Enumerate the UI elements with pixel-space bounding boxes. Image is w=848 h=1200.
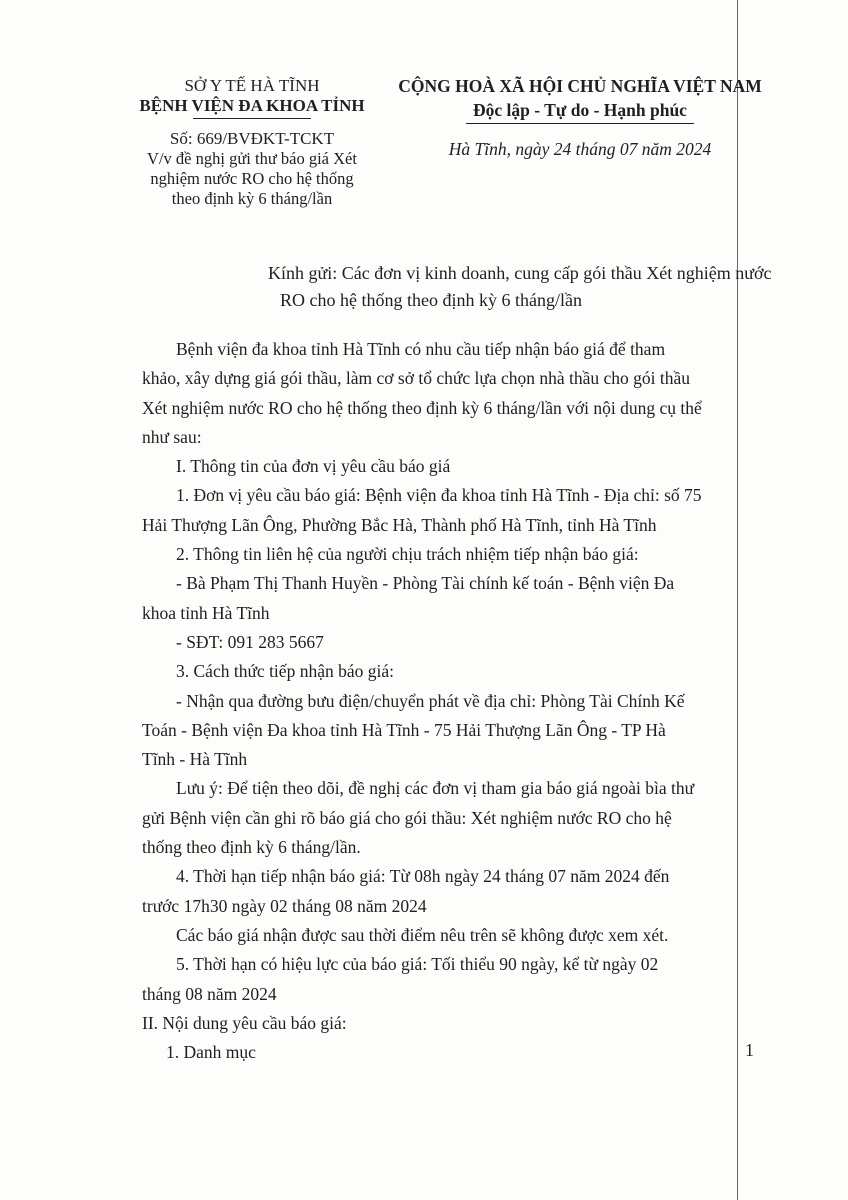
body-line: tháng 08 năm 2024 (142, 983, 277, 1004)
body-line: trước 17h30 ngày 02 tháng 08 năm 2024 (142, 895, 427, 916)
body-line: - SĐT: 091 283 5667 (176, 631, 324, 652)
body-line: khoa tỉnh Hà Tĩnh (142, 602, 270, 623)
department-name: SỞ Y TẾ HÀ TĨNH (184, 76, 320, 95)
reference-number: Số: 669/BVĐKT-TCKT (169, 129, 335, 148)
country-name: CỘNG HOÀ XÃ HỘI CHỦ NGHĨA VIỆT NAM (398, 76, 762, 96)
body-line: I. Thông tin của đơn vị yêu cầu báo giá (176, 456, 451, 477)
body-line: thống theo định kỳ 6 tháng/lần. (142, 837, 361, 858)
body-line: 5. Thời hạn có hiệu lực của báo giá: Tối thiểu 90 ngày, kể từ ngày 02 (176, 954, 659, 975)
body-line: Lưu ý: Để tiện theo dõi, đề nghị các đơn vị tham gia báo giá ngoài bìa thư (176, 778, 695, 799)
body-line: 1. Đơn vị yêu cầu báo giá: Bệnh viện đa khoa tỉnh Hà Tĩnh - Địa chỉ: số 75 (176, 485, 702, 506)
body-line: 3. Cách thức tiếp nhận báo giá: (176, 661, 394, 682)
document-body (142, 335, 742, 1067)
body-line: khảo, xây dựng giá gói thầu, làm cơ sở tổ chức lựa chọn nhà thầu cho gói thầu (142, 368, 691, 389)
recipient-line-2: RO cho hệ thống theo định kỳ 6 tháng/lần (280, 290, 582, 310)
subject-line-3: theo định kỳ 6 tháng/lần (171, 189, 333, 208)
body-line: Tĩnh - Hà Tĩnh (142, 749, 248, 770)
recipient-block (268, 260, 772, 314)
subject-line-2: nghiệm nước RO cho hệ thống (150, 169, 354, 188)
issuer-underline (193, 118, 311, 119)
place-date: Hà Tĩnh, ngày 24 tháng 07 năm 2024 (448, 139, 712, 159)
body-line: - Bà Phạm Thị Thanh Huyền - Phòng Tài chính kế toán - Bệnh viện Đa (176, 573, 675, 594)
body-line: Xét nghiệm nước RO cho hệ thống theo định kỳ 6 tháng/lần với nội dung cụ thể (142, 397, 702, 418)
body-line: II. Nội dung yêu cầu báo giá: (142, 1012, 347, 1033)
body-line: Hải Thượng Lãn Ông, Phường Bắc Hà, Thành phố Hà Tĩnh, tỉnh Hà Tĩnh (142, 514, 657, 535)
body-line: 4. Thời hạn tiếp nhận báo giá: Từ 08h ngày 24 tháng 07 năm 2024 đến (176, 866, 670, 887)
body-line: 1. Danh mục (166, 1042, 256, 1063)
recipient-line-1: Kính gửi: Các đơn vị kinh doanh, cung cấp gói thầu Xét nghiệm nước (268, 263, 772, 283)
body-line: như sau: (142, 426, 202, 447)
page-number: 1 (745, 1040, 754, 1060)
national-motto: Độc lập - Tự do - Hạnh phúc (473, 100, 687, 120)
body-line: - Nhận qua đường bưu điện/chuyển phát về địa chỉ: Phòng Tài Chính Kế (176, 690, 685, 711)
body-line: 2. Thông tin liên hệ của người chịu trách nhiệm tiếp nhận báo giá: (176, 544, 639, 565)
issuer-block (128, 76, 376, 209)
body-line: Toán - Bệnh viện Đa khoa tỉnh Hà Tĩnh - 75 Hải Thượng Lãn Ông - TP Hà (142, 719, 666, 740)
body-line: Bệnh viện đa khoa tỉnh Hà Tĩnh có nhu cầu tiếp nhận báo giá để tham (176, 339, 666, 359)
body-line: gửi Bệnh viện cần ghi rõ báo giá cho gói thầu: Xét nghiệm nước RO cho hệ (142, 807, 672, 828)
national-header (390, 74, 770, 161)
motto-underline (466, 123, 694, 124)
body-line: Các báo giá nhận được sau thời điểm nêu trên sẽ không được xem xét. (176, 924, 669, 945)
subject-line-1: V/v đề nghị gửi thư báo giá Xét (147, 149, 357, 168)
hospital-name: BỆNH VIỆN ĐA KHOA TỈNH (139, 96, 365, 115)
